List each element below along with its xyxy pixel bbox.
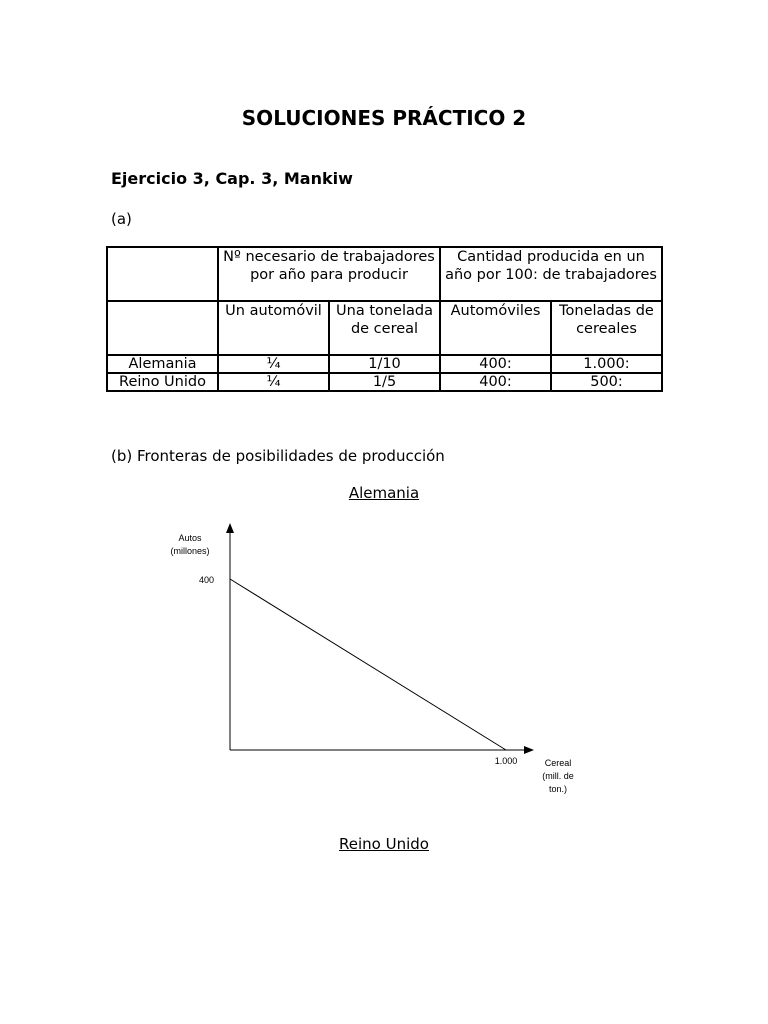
table-column-header: Toneladas de cereales bbox=[551, 301, 662, 355]
table-row bbox=[107, 301, 662, 355]
table-cell-empty bbox=[107, 247, 218, 301]
table-cell-country: Alemania bbox=[107, 355, 218, 373]
table-column-header: Una tonelada de cereal bbox=[329, 301, 440, 355]
chart-caption-germany: Alemania bbox=[348, 484, 420, 502]
part-a-label: (a) bbox=[111, 210, 132, 228]
table-cell: 1.000: bbox=[551, 355, 662, 373]
table-row bbox=[107, 247, 662, 301]
table-cell-country: Reino Unido bbox=[107, 373, 218, 391]
frontier-line bbox=[230, 579, 506, 750]
y-axis-arrow bbox=[226, 523, 234, 533]
y-axis-label: Autos bbox=[178, 533, 202, 543]
table-cell: ¼ bbox=[218, 373, 329, 391]
table-column-header: Automóviles bbox=[440, 301, 551, 355]
x-axis-label: ton.) bbox=[548, 784, 568, 794]
table-row bbox=[107, 355, 662, 373]
table-cell: 500: bbox=[551, 373, 662, 391]
table-cell: 400: bbox=[440, 355, 551, 373]
exercise-heading: Ejercicio 3, Cap. 3, Mankiw bbox=[111, 169, 353, 188]
table-row bbox=[107, 373, 662, 391]
y-tick-label: 400 bbox=[198, 575, 214, 585]
production-table bbox=[106, 246, 663, 392]
y-axis-label: (millones) bbox=[170, 546, 210, 556]
part-b-label: (b) Fronteras de posibilidades de producción bbox=[111, 447, 445, 465]
table-group-header: Cantidad producida en un año por 100: de trabajadores bbox=[440, 247, 662, 301]
table-cell-empty bbox=[107, 301, 218, 355]
chart-caption-uk: Reino Unido bbox=[339, 835, 429, 853]
table-cell: 1/10 bbox=[329, 355, 440, 373]
table-cell: 1/5 bbox=[329, 373, 440, 391]
table-cell: ¼ bbox=[218, 355, 329, 373]
page-title: SOLUCIONES PRÁCTICO 2 bbox=[241, 106, 527, 130]
x-tick-label: 1.000 bbox=[494, 756, 518, 766]
x-axis-arrow bbox=[524, 746, 534, 754]
x-axis-label: Cereal bbox=[544, 758, 572, 768]
table-cell: 400: bbox=[440, 373, 551, 391]
ppf-chart-germany bbox=[160, 515, 590, 805]
table-column-header: Un automóvil bbox=[218, 301, 329, 355]
x-axis-label: (mill. de bbox=[542, 771, 574, 781]
table-group-header: Nº necesario de trabajadores por año para producir bbox=[218, 247, 440, 301]
